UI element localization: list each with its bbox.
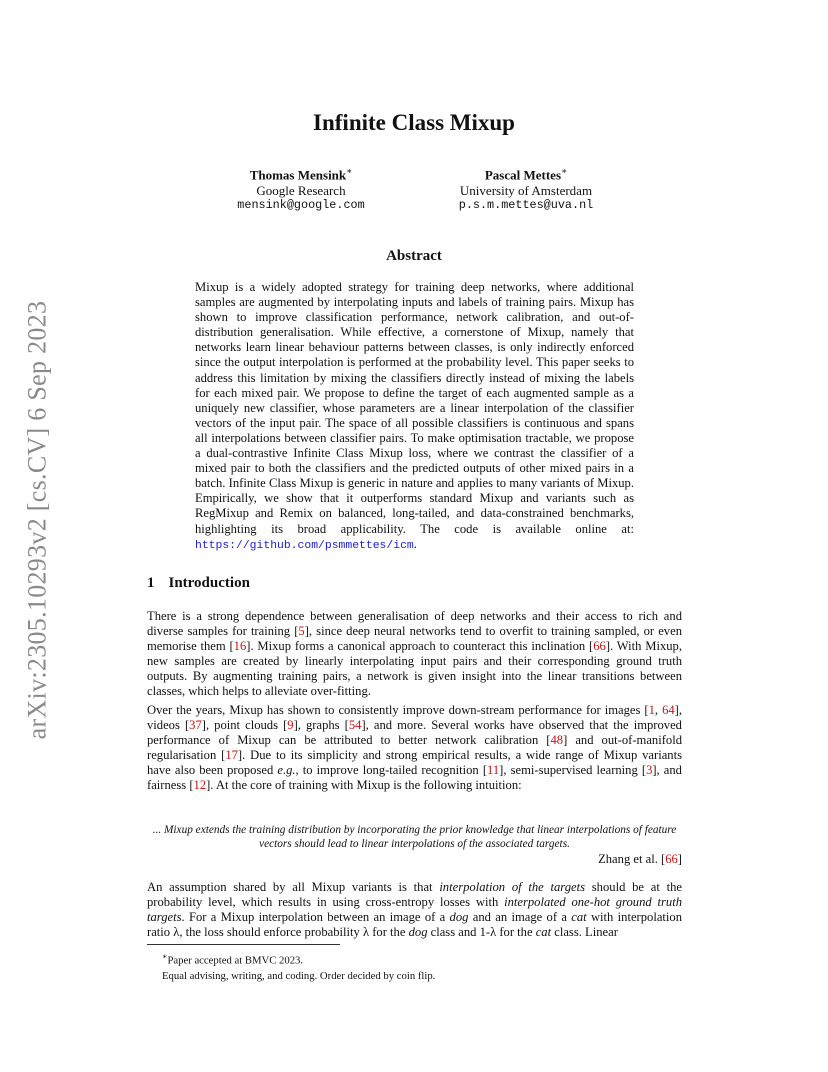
intro-paragraph-1: There is a strong dependence between generalisation of deep networks and their access to rich and diverse samples for training [5], since deep neural networks tend to overfit to training sampled, or even memorise them [16]. Mixup forms a canonical approach to counteract this inclination [66]. With Mixup, new samples are created by linearly interpolating input pairs and their corresponding ground truth outputs. By augmenting training pairs, a network is given insight into the linear transitions between classes, which helps to alleviate over-fitting. xyxy=(147,609,682,699)
arxiv-stamp-text: arXiv:2305.10293v2 [cs.CV] 6 Sep 2023 xyxy=(22,300,51,740)
intuition-quote: ... Mixup extends the training distribution by incorporating the prior knowledge that linear interpolations of feature vectors should lead to linear interpolations of the associated targets. xyxy=(152,824,677,850)
citation-link[interactable]: 66 xyxy=(593,639,606,654)
footnote-2: Equal advising, writing, and coding. Order decided by coin flip. xyxy=(162,969,436,982)
section-number: 1 xyxy=(147,575,155,591)
citation-link[interactable]: 9 xyxy=(287,718,294,733)
citation-link[interactable]: 64 xyxy=(662,703,675,717)
footnotes xyxy=(162,949,435,984)
footnote-1: ∗Paper accepted at BMVC 2023. xyxy=(162,952,304,967)
author-name: Pascal Mettes∗ xyxy=(484,166,568,183)
intro-paragraph-2: Over the years, Mixup has shown to consistently improve down-stream performance for images [1, 64], videos [37], point clouds [9], graphs [54], and more. Several works have observed that the improved performance of Mixup can be attributed to better network calibration [48] and out-of-manifold regularisation [17]. Due to its simplicity and strong empirical results, a wide range of Mixup variants have also been proposed e.g., to improve long-tailed recognition [11], semi-supervised learning [3], and fairness [12]. At the core of training with Mixup is the following intuition: xyxy=(147,703,683,793)
author-affiliation: Google Research xyxy=(256,182,346,198)
intro-paragraph-3: An assumption shared by all Mixup variants is that interpolation of the targets should be at the probability level, which results in using cross-entropy losses with interpolated one-hot ground truth targets. For a Mixup interpolation between an image of a dog and an image of a cat with interpolation ratio λ, the loss should enforce probability λ for the dog class and 1-λ for the cat class. Linear xyxy=(147,880,683,940)
quote-attribution: Zhang et al. [66] xyxy=(598,852,682,866)
citation-link[interactable]: 16 xyxy=(233,639,247,654)
citation-link[interactable]: 12 xyxy=(193,778,207,793)
citation-link[interactable]: 17 xyxy=(225,748,238,763)
citation-link[interactable]: 11 xyxy=(487,763,500,778)
citation-link[interactable]: 48 xyxy=(550,733,564,748)
code-link[interactable]: https://github.com/psmmettes/icm xyxy=(195,539,414,552)
author-email: p.s.m.mettes@uva.nl xyxy=(458,198,594,213)
arxiv-stamp xyxy=(22,290,51,750)
citation-link[interactable]: 54 xyxy=(348,718,362,733)
citation-link[interactable]: 3 xyxy=(646,763,653,778)
citation-link[interactable]: 5 xyxy=(298,624,305,639)
footnote-divider xyxy=(147,944,340,945)
author-email: mensink@google.com xyxy=(237,198,365,213)
section-heading xyxy=(147,575,250,592)
citation-link[interactable]: 1 xyxy=(648,703,655,717)
citation-link[interactable]: 66 xyxy=(665,852,678,866)
citation-link[interactable]: 37 xyxy=(189,718,202,733)
author-footnote-mark: ∗ xyxy=(561,166,568,176)
author-name: Thomas Mensink∗ xyxy=(249,166,353,183)
author-affiliation: University of Amsterdam xyxy=(459,182,593,198)
paper-title: Infinite Class Mixup xyxy=(313,110,515,135)
author-block-2 xyxy=(416,164,636,214)
author-footnote-mark: ∗ xyxy=(346,166,353,176)
author-block-1 xyxy=(191,164,411,214)
abstract-body: Mixup is a widely adopted strategy for training deep networks, where additional samples are augmented by interpolating inputs and labels of training pairs. Mixup has shown to improve classification performance, network calibration, and out-of-distribution generalisation. While effective, a cornerstone of Mixup, namely that networks learn linear behaviour patterns between classes, is only indirectly enforced since the output interpolation is performed at the probability level. This paper seeks to address this limitation by mixing the classifiers directly instead of mixing the labels for each mixed pair. We propose to define the target of each augmented sample as a uniquely new classifier, whose parameters are a linear interpolation of the classifier vectors of the input pair. The space of all possible classifiers is continuous and spans all interpolations between classifier pairs. To make optimisation tractable, we propose a dual-contrastive Infinite Class Mixup loss, where we contrast the classifier of a mixed pair to both the classifiers and the predicted outputs of other mixed pairs in a batch. Infinite Class Mixup is generic in nature and applies to many variants of Mixup. Empirically, we show that it outperforms standard Mixup and variants such as RegMixup and Remix on balanced, long-tailed, and data-constrained benchmarks, highlighting its broad applicability. The code is available online at: https://github.com/psmmettes/icm. xyxy=(195,280,634,552)
section-title: Introduction xyxy=(168,575,250,591)
abstract-heading: Abstract xyxy=(386,248,442,264)
